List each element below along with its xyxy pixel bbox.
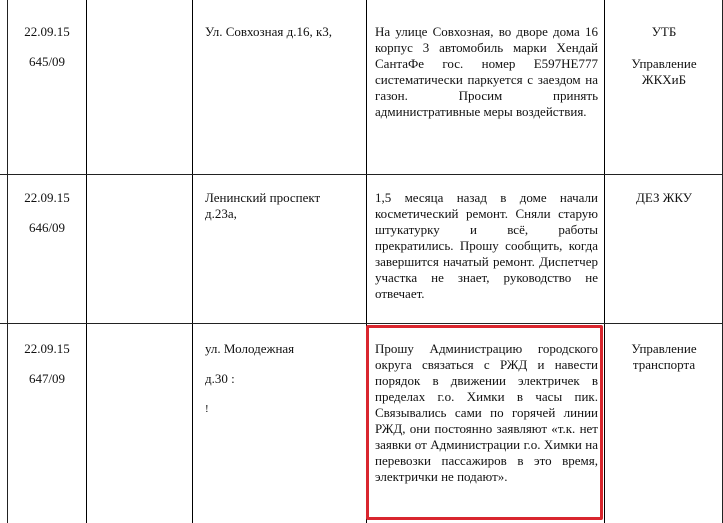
row-number: 645/09 <box>28 54 66 69</box>
organization-line: Управление ЖКХиБ <box>631 56 697 87</box>
row-address <box>205 190 355 222</box>
address-line: ! <box>205 403 209 415</box>
address-line: д.30 : <box>205 371 235 386</box>
row-complaint-text: 1,5 месяца назад в доме начали косметический ремонт. Сняли старую штукатурку и всё, работы прекратились. Прошу сообщить, когда завершится начатый ремонт. Диспетчер участка не знает, руководство не отвечает. <box>375 190 598 301</box>
row-address <box>205 341 363 417</box>
row-organization <box>606 24 722 88</box>
grid-line <box>7 0 8 523</box>
address-line: ул. Молодежная <box>205 341 295 356</box>
row-number: 646/09 <box>28 220 66 235</box>
organization-line: Управление транспорта <box>631 341 697 372</box>
organization-line: ДЕЗ ЖКУ <box>636 190 692 205</box>
row-date: 22.09.15 <box>24 24 70 39</box>
row-complaint-text: Прошу Администрацию городского округа связаться с РЖД и навести порядок в движении электричек в пределах г.о. Химки в часы пик. Связывались сами по горячей линии РЖД, они постоянно заявляют «т.к. нет заявки от Администрации г.о. Химки на перевозки пассажиров в это время, электрички не подают». <box>375 341 598 484</box>
row-date-number <box>8 190 86 236</box>
organization-line: УТБ <box>651 24 677 39</box>
row-date-number <box>8 24 86 70</box>
row-number: 647/09 <box>28 371 66 386</box>
row-address <box>205 24 363 40</box>
row-date-number <box>8 341 86 387</box>
grid-line <box>604 0 605 523</box>
row-date: 22.09.15 <box>24 341 70 356</box>
row-divider <box>0 174 723 175</box>
grid-line <box>86 0 87 523</box>
row-date: 22.09.15 <box>24 190 70 205</box>
row-complaint-text: На улице Совхозная, во дворе дома 16 корпус 3 автомобиль марки Хендай СантаФе гос. номер Е597НЕ777 систематически паркуется с заездом на газон. Просим принять административные меры воздействия. <box>375 24 598 119</box>
row-divider <box>0 323 723 324</box>
row-organization <box>606 190 722 206</box>
grid-line <box>192 0 193 523</box>
row-organization <box>606 341 722 373</box>
address-line: Ул. Совхозная д.16, к3, <box>205 24 333 39</box>
highlight-box <box>366 325 603 520</box>
address-line: Ленинский проспект д.23а, <box>205 190 321 221</box>
